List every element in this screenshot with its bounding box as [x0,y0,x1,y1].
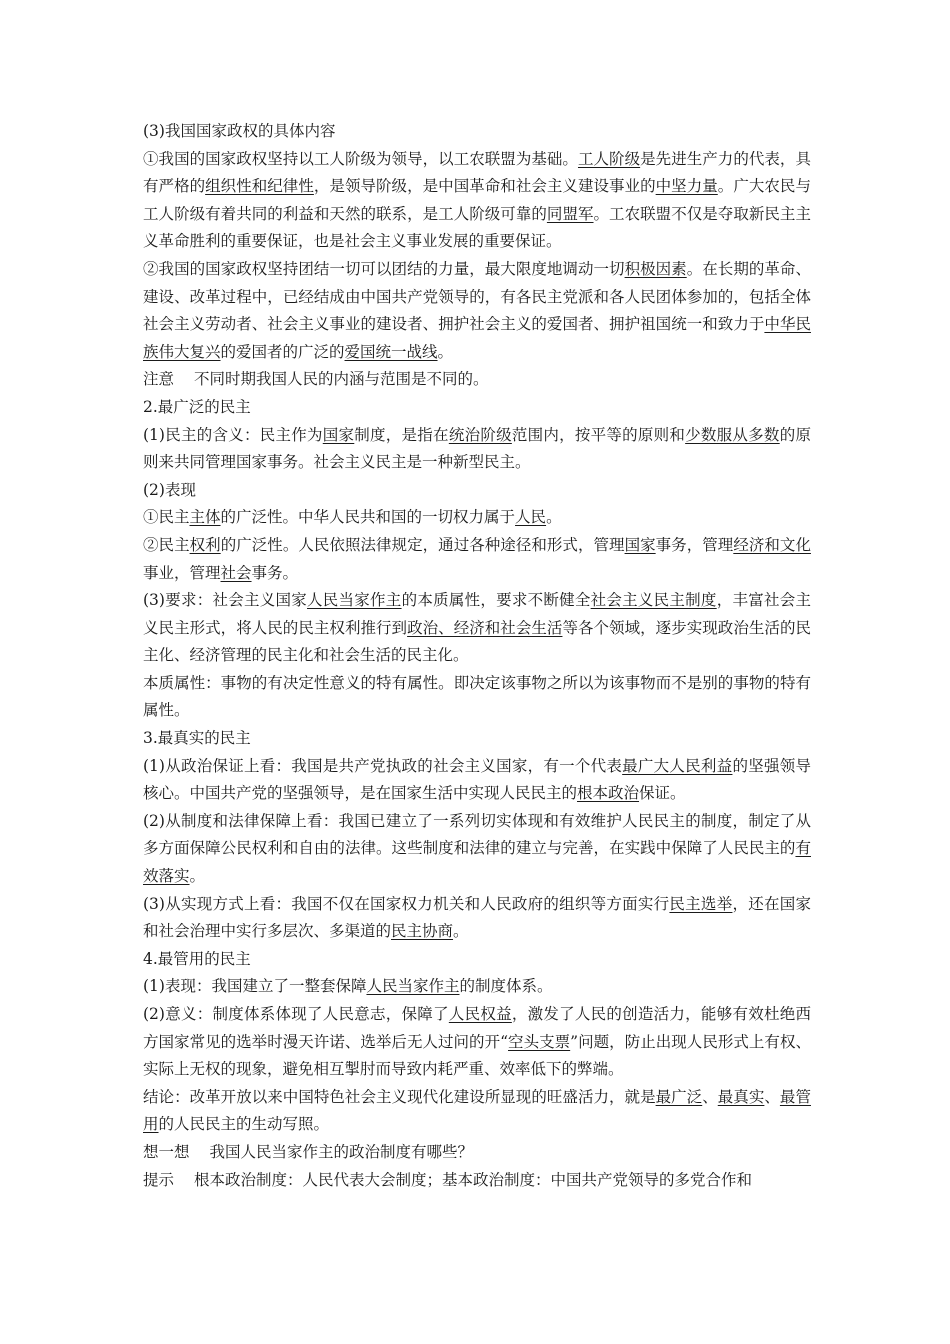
para-political-guarantee: (1)从政治保证上看：我国是共产党执政的社会主义国家，有一个代表最广大人民利益的坚强领导核心。中国共产党的坚强领导，是在国家生活中实现人民民主的根本政治保证。 [143,756,811,803]
note-people-scope: 注意 不同时期我国人民的内涵与范围是不同的。 [143,370,489,389]
heading-most-useful-democracy: 4.最管用的民主 [143,949,251,968]
para-conclusion: 结论：改革开放以来中国特色社会主义现代化建设所显现的旺盛活力，就是最广泛、最真实、最管用的人民民主的生动写照。 [143,1087,811,1134]
para-requirements: (3)要求：社会主义国家人民当家作主的本质属性，要求不断健全社会主义民主制度，丰富社会主义民主形式，将人民的民主权利推行到政治、经济和社会生活等各个领域，逐步实现政治生活的民主化、经济管理的民主化和社会生活的民主化。 [143,591,811,665]
heading-broadest-democracy: 2.最广泛的民主 [143,397,251,416]
think-question: 想一想 我国人民当家作主的政治制度有哪些？ [143,1142,474,1161]
para-subject-breadth: ①民主主体的广泛性。中华人民共和国的一切权力属于人民。 [143,508,562,527]
para-worker-leadership: ①我国的国家政权坚持以工人阶级为领导，以工农联盟为基础。工人阶级是先进生产力的代表，具有严格的组织性和纪律性，是领导阶级，是中国革命和社会主义建设事业的中坚力量。广大农民与工人阶级有着共同的利益和天然的联系，是工人阶级可靠的同盟军。工农联盟不仅是夺取新民主主义革命胜利的重要保证，也是社会主义事业发展的重要保证。 [143,149,811,251]
heading-most-real-democracy: 3.最真实的民主 [143,729,251,748]
para-essential-attribute: 本质属性：事物的有决定性意义的特有属性。即决定该事物之所以为该事物而不是别的事物的特有属性。 [143,673,811,720]
para-rights-breadth: ②民主权利的广泛性。人民依照法律规定，通过各种途径和形式，管理国家事务，管理经济和文化事业，管理社会事务。 [143,535,811,582]
document-body [143,118,811,1194]
para-institutional-guarantee: (2)从制度和法律保障上看：我国已建立了一系列切实体现和有效维护人民民主的制度，制定了从多方面保障公民权利和自由的法律。这些制度和法律的建立与完善，在实践中保障了人民民主的有效落实。 [143,811,811,886]
para-implementation: (3)从实现方式上看：我国不仅在国家权力机关和人民政府的组织等方面实行民主选举，还在国家和社会治理中实行多层次、多渠道的民主协商。 [143,894,811,941]
heading-manifestation: (2)表现 [143,480,196,499]
para-united-front: ②我国的国家政权坚持团结一切可以团结的力量，最大限度地调动一切积极因素。在长期的革命、建设、改革过程中，已经结成由中国共产党领导的，有各民主党派和各人民团体参加的，包括全体社会主义劳动者、社会主义事业的建设者、拥护社会主义的爱国者、拥护祖国统一和致力于中华民族伟大复兴的爱国者的广泛的爱国统一战线。 [143,259,811,361]
para-system-manifestation: (1)表现：我国建立了一整套保障人民当家作主的制度体系。 [143,977,553,996]
hint-answer: 提示 根本政治制度：人民代表大会制度；基本政治制度：中国共产党领导的多党合作和 [143,1170,753,1189]
heading-3-state-power-content: (3)我国国家政权的具体内容 [143,122,336,140]
para-democracy-meaning: (1)民主的含义：民主作为国家制度，是指在统治阶级范围内，按平等的原则和少数服从多数的原则来共同管理国家事务。社会主义民主是一种新型民主。 [143,425,811,472]
para-significance: (2)意义：制度体系体现了人民意志，保障了人民权益，激发了人民的创造活力，能够有效杜绝西方国家常见的选举时漫天许诺、选举后无人过问的开“空头支票”问题，防止出现人民形式上有权、实际上无权的现象，避免相互掣肘而导致内耗严重、效率低下的弊端。 [143,1005,811,1079]
